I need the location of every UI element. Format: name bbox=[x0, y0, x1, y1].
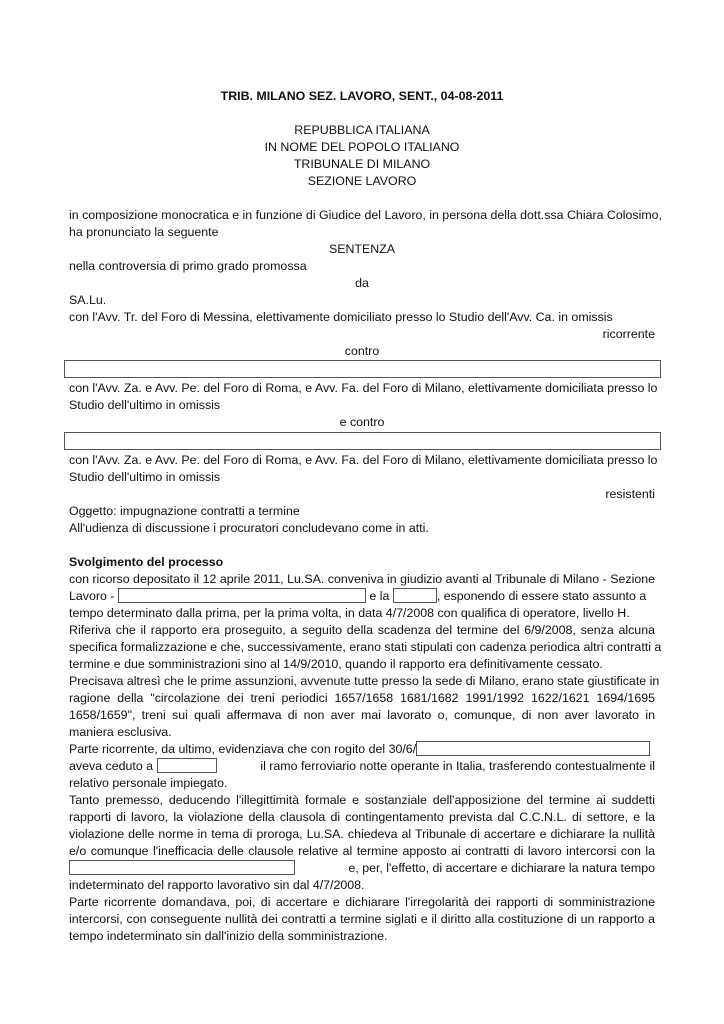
body-line-17: e/o comunque l'inefficacia delle clausole relative al termine apposto ai contratti di lavoro intercorsi con la bbox=[69, 844, 655, 858]
body-line-4: Riferiva che il rapporto era proseguito, a seguito della scadenza del termine del 6/9/2008, senza alcuna bbox=[69, 623, 655, 637]
udienza-line: All'udienza di discussione i procuratori concludevano come in atti. bbox=[69, 521, 429, 535]
body-line-1: con ricorso depositato il 12 aprile 2011, Lu.SA. conveniva in giudizio avanti al Tribunale di Milano - Sezione bbox=[69, 572, 655, 586]
section-heading: Svolgimento del processo bbox=[69, 555, 224, 569]
body-line-20: Parte ricorrente domandava, poi, di accertare e dichiarare l'irregolarità dei rapporti di somministrazione bbox=[69, 895, 655, 909]
body-line-12-text: aveva ceduto a bbox=[69, 759, 154, 773]
body-line-14: Tanto premesso, deducendo l'illegittimità formale e sostanziale dell'apposizione del termine ai suddetti bbox=[69, 793, 655, 807]
header-line-section: SEZIONE LAVORO bbox=[307, 174, 417, 188]
claimant-counsel: con l'Avv. Tr. del Foro di Messina, elettivamente domiciliato presso lo Studio dell'Avv. Ca. in omissis bbox=[69, 310, 613, 324]
e-contro-label: e contro bbox=[339, 415, 385, 429]
body-line-12-end: il ramo ferroviario notte operante in Italia, trasferendo contestualmente il bbox=[260, 759, 655, 773]
claimant-name: SA.Lu. bbox=[69, 293, 107, 307]
body-line-2-mid: e la bbox=[369, 589, 390, 603]
da-label: da bbox=[355, 276, 369, 290]
body-line-11 bbox=[69, 741, 655, 757]
intro-line-2: ha pronunciato la seguente bbox=[69, 225, 219, 239]
body-line-5: specifica formalizzazione e che, successivamente, erano stati stipulati con cadenza periodica altri contratti a bbox=[69, 640, 662, 654]
body-line-15: rapporti di lavoro, la violazione della clausola di contingentamento prevista dal C.C.N.L. di settore, e la bbox=[69, 810, 655, 824]
redacted-company-2 bbox=[393, 588, 437, 603]
document-title: TRIB. MILANO SEZ. LAVORO, SENT., 04-08-2011 bbox=[220, 89, 504, 103]
intro-line-1: in composizione monocratica e in funzione di Giudice del Lavoro, in persona della dott.ssa Chiara Colosimo, bbox=[69, 208, 663, 222]
controversia-line: nella controversia di primo grado promossa bbox=[69, 259, 307, 273]
header-line-tribunal: TRIBUNALE DI MILANO bbox=[293, 157, 431, 171]
body-line-6: termine e due somministrazioni sino al 14/9/2010, quando il rapporto era definitivamente cessato. bbox=[69, 657, 603, 671]
contro-label: contro bbox=[344, 344, 380, 358]
body-line-7: Precisava altresì che le prime assunzioni, avvenute tutte presso la sede di Milano, erano state giustificate in bbox=[69, 674, 660, 688]
body-line-13: relativo personale impiegato. bbox=[69, 776, 228, 790]
redacted-defendant-2 bbox=[64, 432, 661, 450]
oggetto-line: Oggetto: impugnazione contratti a termine bbox=[69, 504, 300, 518]
redacted-transferee bbox=[157, 758, 217, 773]
defendant2-counsel-line-2: Studio dell'ultimo in omissis bbox=[69, 470, 221, 484]
defendant1-counsel-line-1: con l'Avv. Za. e Avv. Pe. del Foro di Roma, e Avv. Fa. del Foro di Milano, elettivamente domiciliata presso lo bbox=[69, 381, 658, 395]
body-line-18 bbox=[69, 860, 655, 876]
body-line-9: 1658/1659", treni sui quali affermava di non aver mai lavorato o, comunque, di non aver lavorato in bbox=[69, 708, 655, 722]
redacted-company-3 bbox=[69, 860, 295, 875]
body-line-18-text: e, per, l'effetto, di accertare e dichiarare la natura tempo bbox=[348, 861, 655, 875]
ricorrente-label: ricorrente bbox=[602, 327, 655, 341]
body-line-22: tempo indeterminato sin dall'inizio della somministrazione. bbox=[69, 929, 388, 943]
resistenti-label: resistenti bbox=[605, 487, 655, 501]
body-line-2-start: Lavoro - bbox=[69, 589, 115, 603]
body-line-2-end: , esponendo di essere stato assunto a bbox=[436, 589, 647, 603]
redacted-deed-year bbox=[416, 741, 650, 756]
body-line-11-text: Parte ricorrente, da ultimo, evidenziava che con rogito del 30/6/ bbox=[69, 742, 417, 756]
body-line-12-start bbox=[69, 758, 217, 774]
body-line-3: tempo determinato dalla prima, per la prima volta, in data 4/7/2008 con qualifica di operatore, livello H. bbox=[69, 606, 630, 620]
body-line-12 bbox=[69, 758, 655, 774]
body-line-16: violazione delle norme in tema di proroga, Lu.SA. chiedeva al Tribunale di accertare e dichiarare la nullità bbox=[69, 827, 655, 841]
body-line-2 bbox=[69, 588, 655, 604]
header-line-republic: REPUBBLICA ITALIANA bbox=[294, 123, 430, 137]
sentenza-heading: SENTENZA bbox=[328, 242, 396, 256]
redacted-defendant-1 bbox=[64, 360, 661, 378]
body-line-8: ragione della "circolazione dei treni periodici 1657/1658 1681/1682 1991/1992 1622/1621 1694/1695 bbox=[69, 691, 655, 705]
body-line-19: indeterminato del rapporto lavorativo sin dal 4/7/2008. bbox=[69, 878, 365, 892]
defendant2-counsel-line-1: con l'Avv. Za. e Avv. Pe. del Foro di Roma, e Avv. Fa. del Foro di Milano, elettivamente domiciliata presso lo bbox=[69, 453, 658, 467]
defendant1-counsel-line-2: Studio dell'ultimo in omissis bbox=[69, 398, 221, 412]
header-line-people: IN NOME DEL POPOLO ITALIANO bbox=[264, 140, 460, 154]
body-line-21: intercorsi, con conseguente nullità dei contratti a termine siglati e il diritto alla costituzione di un rapporto a bbox=[69, 912, 655, 926]
redacted-company-1 bbox=[118, 588, 366, 603]
body-line-10: maniera esclusiva. bbox=[69, 725, 172, 739]
